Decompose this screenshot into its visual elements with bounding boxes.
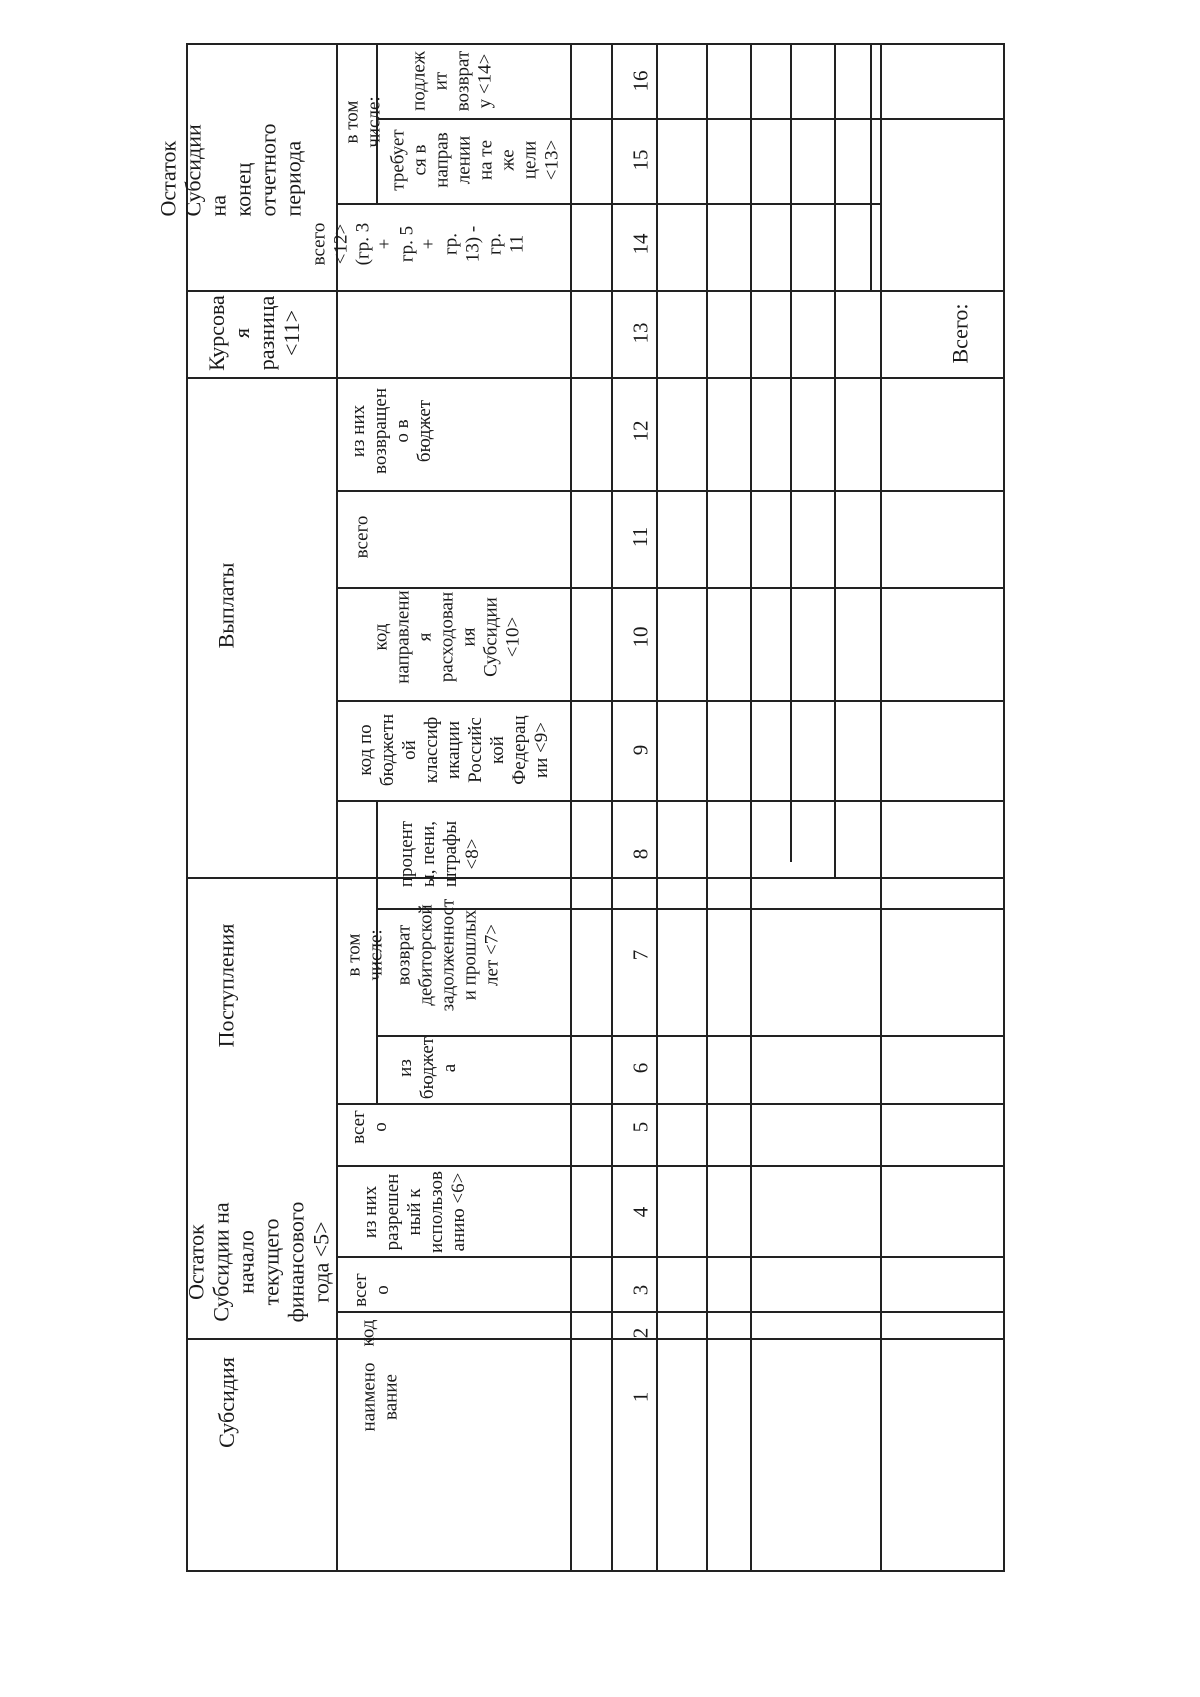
grid-line-horizontal bbox=[336, 1165, 1005, 1167]
grid-line-horizontal bbox=[186, 377, 1005, 379]
grid-line-horizontal bbox=[376, 1035, 1005, 1037]
grid-line-vertical bbox=[870, 43, 872, 292]
grid-line-vertical bbox=[790, 43, 792, 862]
total-row-divider bbox=[880, 43, 882, 1572]
grid-line-horizontal bbox=[336, 490, 1005, 492]
table-border-bottom bbox=[186, 1570, 1005, 1572]
grid-line-vertical bbox=[834, 43, 836, 879]
grid-line-horizontal bbox=[336, 800, 1005, 802]
grid-line-horizontal bbox=[336, 700, 1005, 702]
grid-line-horizontal bbox=[186, 877, 1005, 879]
grid-line-horizontal bbox=[186, 290, 1005, 292]
table-border-left bbox=[186, 43, 188, 1572]
grid-line-vertical bbox=[656, 43, 658, 1572]
grid-line-vertical bbox=[706, 43, 708, 1572]
table-border-top bbox=[186, 43, 1005, 45]
grid-line-vertical bbox=[376, 1035, 378, 1105]
grid-line-vertical bbox=[750, 43, 752, 1572]
grid-line-vertical bbox=[376, 800, 378, 910]
grid-line-horizontal bbox=[336, 1103, 1005, 1105]
subheader-row-divider bbox=[336, 43, 338, 1572]
column-number-row-bottom bbox=[611, 43, 613, 1572]
grid-line-horizontal bbox=[186, 1338, 1005, 1340]
grid-line-horizontal bbox=[376, 118, 1005, 120]
table-border-right bbox=[1003, 43, 1005, 1572]
grid-line-horizontal bbox=[336, 1256, 1005, 1258]
column-number-row-top bbox=[570, 43, 572, 1572]
grid-line-horizontal bbox=[336, 587, 1005, 589]
grid-line-horizontal bbox=[336, 1311, 1005, 1313]
grid-line-horizontal bbox=[336, 203, 882, 205]
